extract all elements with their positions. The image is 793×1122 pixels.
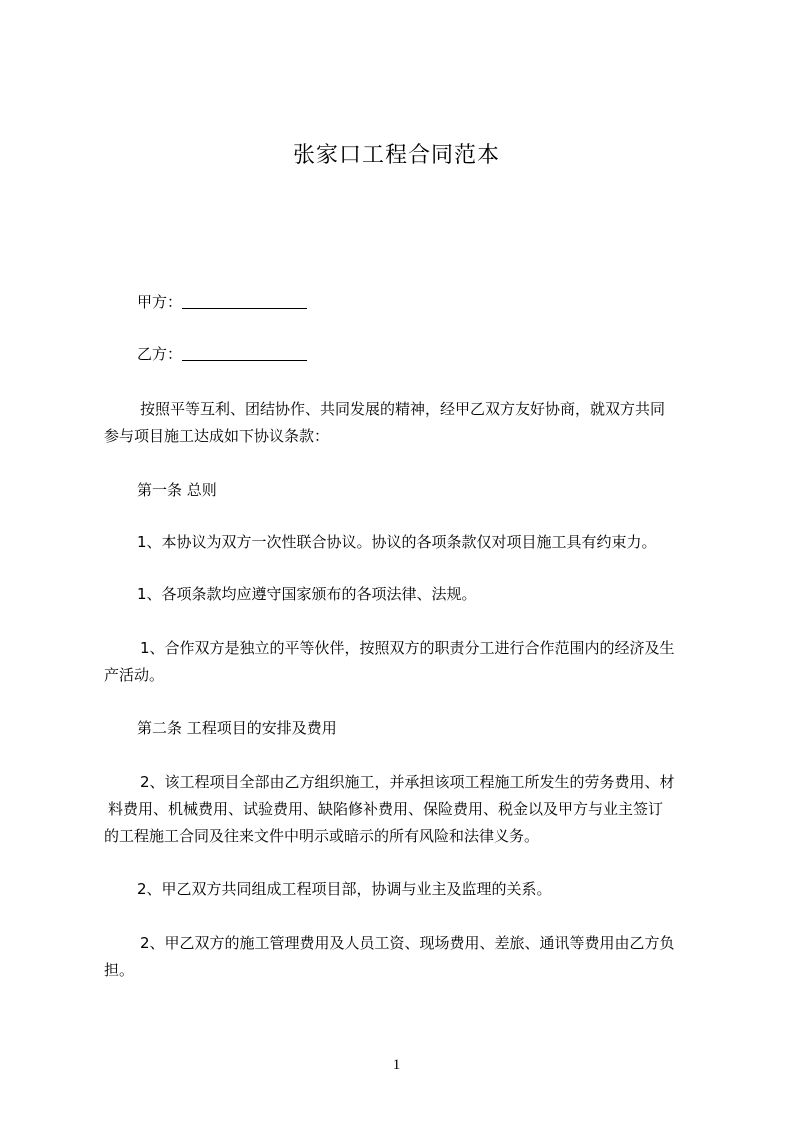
- party-b-line: [137, 344, 307, 364]
- intro-line-1: 按照平等互利、团结协作、共同发展的精神，经甲乙双方友好协商，就双方共同: [140, 400, 666, 418]
- party-a-label: 甲方：: [137, 293, 183, 311]
- article-1-clause-3-line-2: 产活动。: [104, 666, 165, 684]
- article-2-clause-3-line-1: 2、甲乙双方的施工管理费用及人员工资、现场费用、差旅、通讯等费用由乙方负: [140, 934, 675, 952]
- article-2-clause-1-line-2: 料费用、机械费用、试验费用、缺陷修补费用、保险费用、税金以及甲方与业主签订: [108, 800, 664, 818]
- intro-line-2: 参与项目施工达成如下协议条款：: [104, 427, 330, 445]
- article-1-heading: 第一条 总则: [137, 481, 217, 499]
- article-1-clause-1: 1、本协议为双方一次性联合协议。协议的各项条款仅对项目施工具有约束力。: [137, 533, 657, 551]
- document-title: 张家口工程合同范本: [292, 143, 500, 168]
- article-2-clause-2: 2、甲乙双方共同组成工程项目部，协调与业主及监理的关系。: [137, 880, 552, 898]
- page-number: 1: [392, 1057, 401, 1073]
- party-a-line: [137, 292, 307, 312]
- party-b-label: 乙方：: [137, 345, 183, 363]
- article-2-clause-1-line-1: 2、该工程项目全部由乙方组织施工，并承担该项工程施工所发生的劳务费用、材: [140, 773, 675, 791]
- article-1-clause-3-line-1: 1、合作双方是独立的平等伙伴，按照双方的职责分工进行合作范围内的经济及生: [140, 639, 675, 657]
- party-a-blank[interactable]: [182, 294, 307, 309]
- article-1-clause-2: 1、各项条款均应遵守国家颁布的各项法律、法规。: [137, 585, 477, 603]
- article-2-clause-1-line-3: 的工程施工合同及往来文件中明示或暗示的所有风险和法律义务。: [104, 827, 540, 845]
- article-2-heading: 第二条 工程项目的安排及费用: [137, 719, 337, 737]
- party-b-blank[interactable]: [182, 346, 307, 361]
- article-2-clause-3-line-2: 担。: [104, 961, 135, 979]
